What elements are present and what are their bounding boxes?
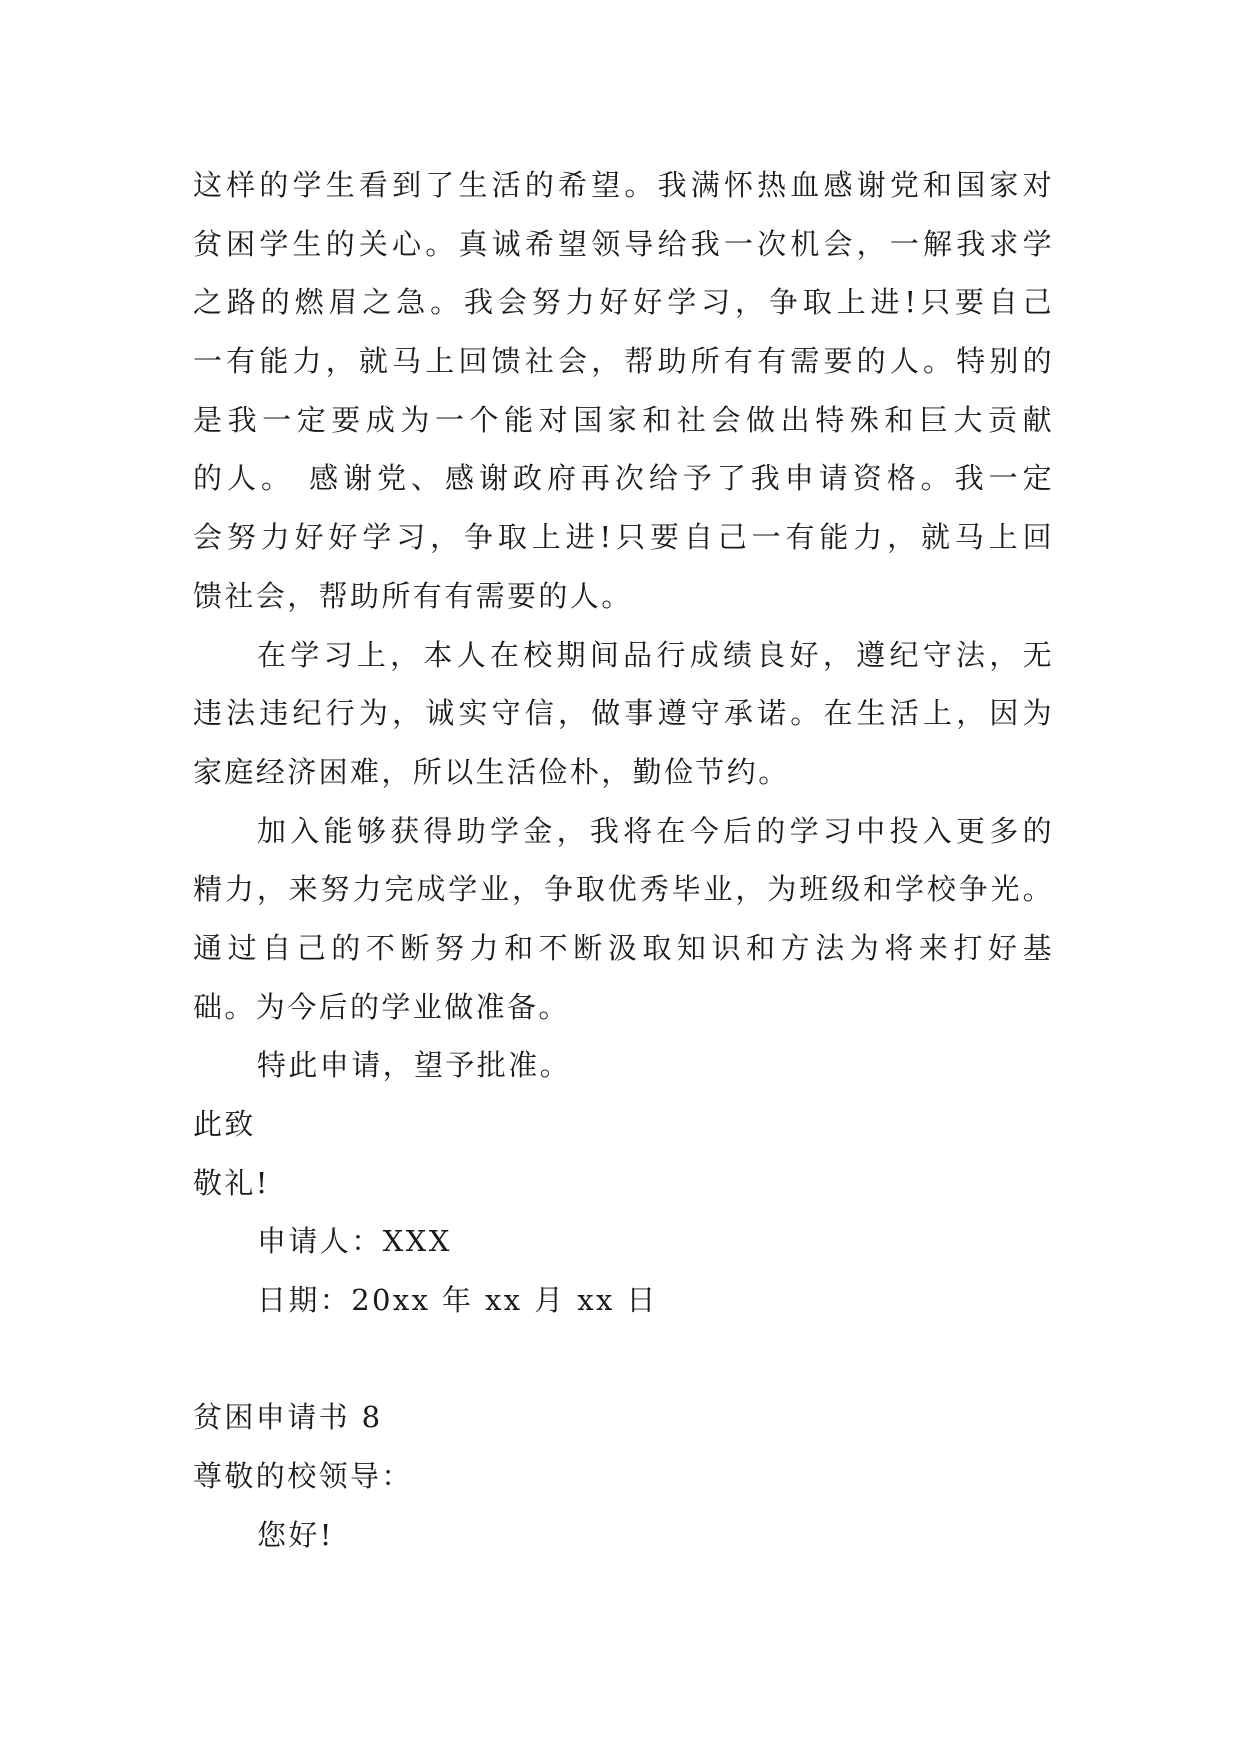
paragraph-first-line: 在学习上，本人在校期间品行成绩良好，遵纪守法，无 (257, 637, 1054, 672)
text-line: 是我一定要成为一个能对国家和社会做出特殊和巨大贡献 (193, 402, 1054, 437)
paragraph-first-line: 加入能够获得助学金，我将在今后的学习中投入更多的 (257, 813, 1054, 848)
text-line: 会努力好好学习，争取上进!只要自己一有能力，就马上回 (193, 520, 1054, 555)
text-line: 家庭经济困难，所以生活俭朴，勤俭节约。 (193, 754, 790, 789)
date-line: 日期：20xx 年 xx 月 xx 日 (257, 1283, 658, 1318)
text-line: 违法违纪行为，诚实守信，做事遵守承诺。在生活上，因为 (193, 696, 1054, 731)
text-line: 通过自己的不断努力和不断汲取知识和方法为将来打好基 (193, 930, 1054, 965)
blank-line (193, 1330, 1054, 1389)
text-line: 一有能力，就马上回馈社会，帮助所有有需要的人。特别的 (193, 344, 1054, 379)
text-line: 这样的学生看到了生活的希望。我满怀热血感谢党和国家对 (193, 168, 1054, 202)
document-body (193, 156, 1054, 1565)
applicant-signature: 申请人：XXX (257, 1224, 452, 1259)
text-line: 础。为今后的学业做准备。 (193, 989, 570, 1024)
text-line: 馈社会，帮助所有有需要的人。 (193, 578, 633, 613)
letter-title: 贫困申请书 8 (193, 1400, 383, 1435)
text-line: 之路的燃眉之急。我会努力好好学习，争取上进!只要自己 (193, 285, 1054, 320)
text-line: 贫困学生的关心。真诚希望领导给我一次机会，一解我求学 (193, 226, 1054, 261)
text-line: 的人。 感谢党、感谢政府再次给予了我申请资格。我一定 (193, 461, 1054, 496)
closing-line: 敬礼! (193, 1165, 270, 1200)
request-line: 特此申请，望予批准。 (257, 1048, 572, 1083)
text-line: 精力，来努力完成学业，争取优秀毕业，为班级和学校争光。 (193, 872, 1054, 907)
letter-greeting: 您好! (257, 1517, 334, 1552)
letter-salutation: 尊敬的校领导： (193, 1459, 413, 1494)
closing-line: 此致 (193, 1107, 256, 1141)
